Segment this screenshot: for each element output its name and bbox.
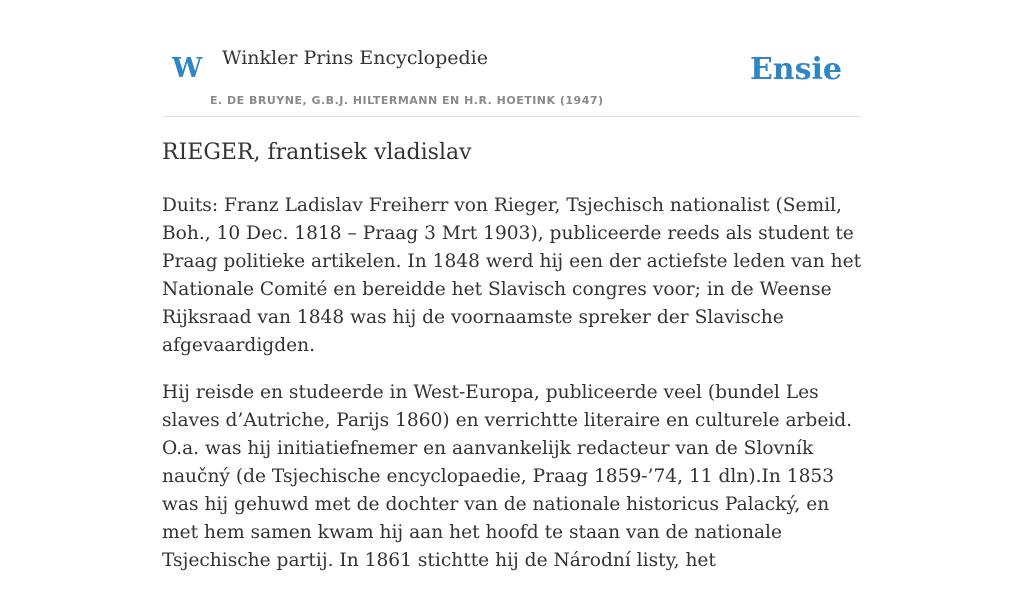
ensie-brand-logo[interactable]: Ensie xyxy=(749,52,842,87)
entry-title: RIEGER, frantisek vladislav xyxy=(162,140,472,165)
publication-title[interactable]: Winkler Prins Encyclopedie xyxy=(222,47,488,69)
winkler-prins-logo[interactable]: W xyxy=(172,53,203,84)
publication-authors: E. DE BRUYNE, G.B.J. HILTERMANN EN H.R. HOETINK (1947) xyxy=(210,94,604,107)
entry-paragraph: Duits: Franz Ladislav Freiherr von Rieger, Tsjechisch nationalist (Semil, Boh., 10 Dec. 1818 – Praag 3 Mrt 1903), publiceerde reeds als student te Praag politieke artikelen. In 1848 werd hij een der actiefste leden van het Nationale Comité en bereidde het Slavisch congres voor; in de Weense Rijksraad van 1848 was hij de voornaamste spreker der Slavische afgevaardigden. xyxy=(162,195,862,356)
encyclopedia-header xyxy=(162,40,862,117)
entry-paragraph: Hij reisde en studeerde in West-Europa, publiceerde veel (bundel Les slaves d’Autriche, Parijs 1860) en verrichtte literaire en culturele arbeid. O.a. was hij initiatiefnemer en aanvankelijk redacteur van de Slovník naučný (de Tsjechische encyclopaedie, Praag 1859-’74, 11 dln).In 1853 was hij gehuwd met de dochter van de nationale historicus Palacký, en met hem samen kwam hij aan het hoofd te staan van de nationale Tsjechische partij. In 1861 stichtte hij de Národní listy, het xyxy=(162,382,853,571)
entry-content xyxy=(162,192,862,594)
